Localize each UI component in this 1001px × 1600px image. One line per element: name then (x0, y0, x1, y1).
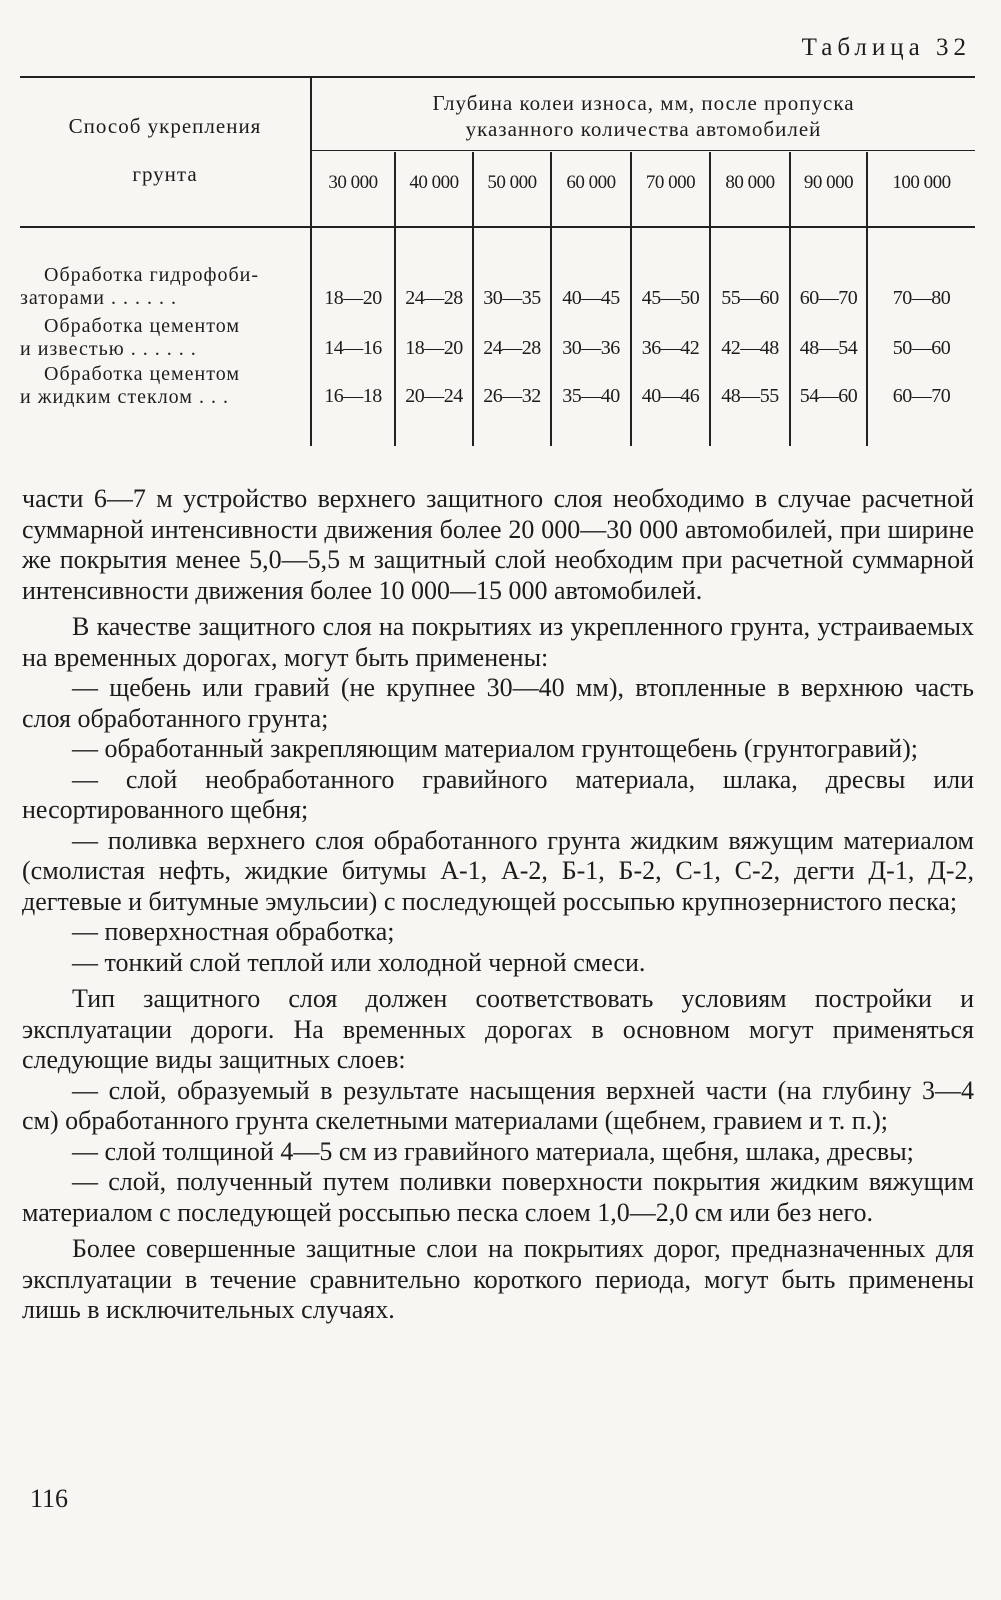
table-caption: Таблица 32 (801, 34, 971, 61)
list-item: — поверхностная обработка; (72, 917, 395, 946)
col-head-90000: 90 000 (803, 172, 854, 193)
col-head-50000: 50 000 (487, 172, 537, 193)
table-cell: 14—16 (324, 337, 382, 359)
paragraph: В качестве защитного слоя на покрытиях из укрепленного грунта, устраиваемых на временных дорогах, могут быть применены: (22, 612, 974, 672)
col-head-80000: 80 000 (725, 172, 775, 193)
page-number: 116 (30, 1484, 69, 1513)
table-cell: 18—20 (324, 287, 382, 309)
wear-depth-table (20, 76, 975, 446)
list-item: — щебень или гравий (не крупнее 30—40 мм), втопленные в верхнюю часть слоя обработанного грунта; (22, 673, 974, 733)
row-label-line2: и известью . . . . . . (20, 338, 197, 360)
table-cell: 54—60 (799, 385, 858, 407)
row-label-line2: заторами . . . . . . (20, 287, 177, 309)
table-cell: 48—55 (721, 385, 779, 407)
col-head-40000: 40 000 (409, 172, 459, 193)
table-cell: 16—18 (324, 385, 382, 407)
depth-header-line1: Глубина колеи износа, мм, после пропуска (432, 91, 855, 115)
table-cell: 48—54 (799, 337, 858, 359)
paragraph: части 6—7 м устройство верхнего защитного слоя необходимо в случае расчетной суммарной интенсивности движения более 20 000—30 000 автомобилей, при ширине же покрытия менее 5,0—5,5 м защитный слой необходим при расчетной суммарной интенсивности движения более 10 000—15 000 автомобилей. (22, 484, 974, 605)
table-subheader-rule (312, 150, 975, 151)
col-head-100000: 100 000 (892, 172, 951, 193)
table-cell: 36—42 (641, 337, 700, 359)
table-top-rule (20, 76, 975, 78)
list-item: — слой толщиной 4—5 см из гравийного материала, щебня, шлака, дресвы; (72, 1136, 914, 1166)
table-cell: 24—28 (483, 337, 541, 359)
paragraph: Тип защитного слоя должен соответствовать условиям постройки и эксплуатации дороги. На временных дорогах в основном могут применяться следующие виды защитных слоев: (22, 984, 974, 1074)
table-cell: 24—28 (405, 287, 463, 309)
table-cell: 42—48 (721, 337, 779, 359)
method-header-line1: Способ укрепления (68, 114, 262, 138)
table-cell: 55—60 (721, 287, 779, 309)
list-item: — тонкий слой теплой или холодной черной смеси. (72, 947, 646, 977)
row-label-line2: и жидким стеклом . . . (20, 386, 229, 408)
table-header-rule (20, 226, 975, 228)
table-cell: 40—46 (641, 385, 700, 407)
depth-header-line2: указанного количества автомобилей (465, 117, 822, 141)
method-header-line2: грунта (132, 162, 198, 186)
col-head-70000: 70 000 (645, 172, 696, 193)
row-label-hydrophobic (20, 264, 310, 310)
table-cell: 30—36 (562, 337, 620, 359)
list-item: — слой необработанного гравийного материала, шлака, дресвы или несортированного щебня; (22, 764, 974, 824)
paragraph: Более совершенные защитные слои на покрытиях дорог, предназначенных для эксплуатации в течение сравнительно короткого периода, могут быть применены лишь в исключительных случаях. (22, 1234, 974, 1324)
table-cell: 60—70 (892, 385, 951, 407)
table-cell: 30—35 (483, 287, 541, 309)
table-cell: 20—24 (405, 385, 463, 407)
row-label-line1: Обработка цементом (44, 315, 241, 337)
table-cell: 45—50 (641, 287, 700, 309)
list-item: — слой, образуемый в результате насыщения верхней части (на глубину 3—4 см) обработанного грунта скелетными материалами (щебнем, гравием и т. п.); (22, 1075, 974, 1135)
table-cell: 50—60 (892, 337, 951, 359)
row-label-cement-glass (20, 363, 310, 409)
row-label-line1: Обработка гидрофоби- (44, 264, 260, 286)
list-item: — обработанный закрепляющим материалом грунтощебень (грунтогравий); (72, 734, 919, 763)
table-cell: 18—20 (405, 337, 463, 359)
list-item: — слой, полученный путем поливки поверхности покрытия жидким вяжущим материалом с последующей россыпью песка слоем 1,0—2,0 см или без него. (22, 1167, 974, 1227)
row-label-cement-lime (20, 315, 310, 361)
table-cell: 60—70 (799, 287, 858, 309)
table-cell: 26—32 (483, 385, 541, 407)
col-head-60000: 60 000 (566, 172, 616, 193)
body-text (22, 484, 974, 1326)
table-cell: 40—45 (562, 287, 620, 309)
table-cell: 70—80 (892, 287, 951, 309)
row-label-line1: Обработка цементом (44, 363, 241, 385)
table-cell: 35—40 (562, 385, 620, 407)
list-item: — поливка верхнего слоя обработанного грунта жидким вяжущим материалом (смолистая нефть, жидкие битумы А-1, А-2, Б-1, Б-2, С-1, С-2, дегти Д-1, Д-2, дегтевые и битумные эмульсии) с последующей россыпью крупнозернистого песка; (22, 825, 974, 916)
col-head-30000: 30 000 (328, 172, 378, 193)
